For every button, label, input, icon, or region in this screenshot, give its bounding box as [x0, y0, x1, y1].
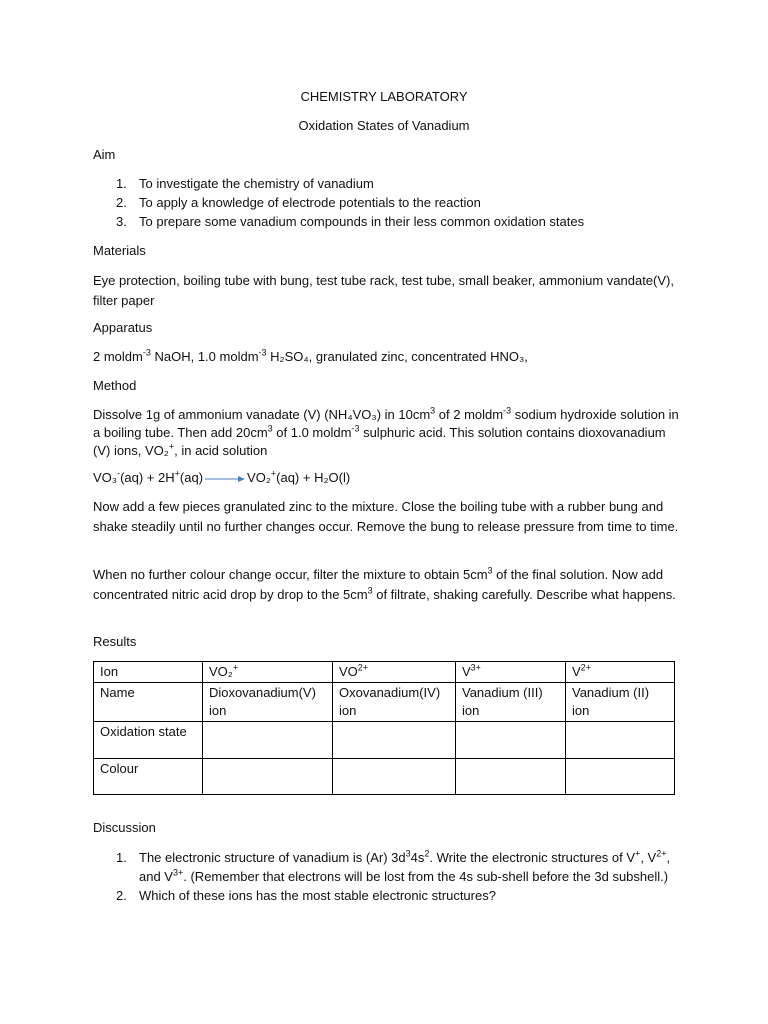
method-paragraph-3: When no further colour change occur, filter the mixture to obtain $5cm^3$ of the final solution. Now add concentrated nitric acid drop by drop to the $5cm^3$ of filtrate, shaking carefully. Describe what happens.	[93, 565, 676, 602]
table-cell: VO₂+	[203, 662, 333, 683]
list-item: 1. To investigate the chemistry of vanadium	[116, 176, 374, 191]
table-cell: Vanadium (II) ion	[566, 683, 675, 722]
table-cell: Oxovanadium(IV) ion	[333, 683, 456, 722]
table-cell	[203, 759, 333, 795]
table-cell: $V^{2+}$	[566, 662, 675, 683]
table-cell: Dioxovanadium(V) ion	[203, 683, 333, 722]
list-item: 1. The electronic structure of vanadium is (Ar) $3d^34s^2$. Write the electronic structures of V+, $V^{2+}$, and $V^{3+}$. (Remember that electrons will be lost from the 4s sub-shell before the 3d subshell.)	[116, 848, 671, 884]
table-row	[94, 722, 675, 759]
materials-text: Eye protection, boiling tube with bung, test tube rack, test tube, small beaker, ammonium vandate(V), filter paper	[93, 273, 674, 308]
table-cell: Ion	[94, 662, 203, 683]
discussion-heading: Discussion	[93, 820, 156, 835]
aim-heading: Aim	[93, 147, 116, 162]
method-paragraph-1: Dissolve 1g of ammonium vanadate (V) (NH₄VO₃) in $10cm^3$ of 2 moldm$^{-3}$ sodium hydroxide solution in a boiling tube. Then add $20cm^3$ of 1.0 moldm$^{-3}$ sulphuric acid. This solution contains dioxovanadium (V) ions, VO₂+, in acid solution	[93, 405, 679, 458]
method-heading: Method	[93, 378, 137, 393]
table-cell: Name	[94, 683, 203, 722]
table-cell: Vanadium (III) ion	[456, 683, 566, 722]
reaction-arrow-icon	[205, 475, 245, 483]
list-item: 2. To apply a knowledge of electrode potentials to the reaction	[116, 195, 481, 210]
table-row	[94, 683, 675, 722]
table-row	[94, 759, 675, 795]
table-cell: $V^{3+}$	[456, 662, 566, 683]
list-item: 2. Which of these ions has the most stable electronic structures?	[116, 888, 496, 903]
table-cell	[333, 722, 456, 759]
apparatus-heading: Apparatus	[93, 320, 153, 335]
list-item: 3. To prepare some vanadium compounds in their less common oxidation states	[116, 214, 585, 229]
materials-heading: Materials	[93, 243, 146, 258]
table-cell: Colour	[94, 759, 203, 795]
table-row	[94, 662, 675, 683]
aim-list	[93, 174, 683, 231]
table-cell	[456, 722, 566, 759]
page-subtitle: Oxidation States of Vanadium	[298, 118, 470, 133]
table-cell	[203, 722, 333, 759]
table-cell: Oxidation state	[94, 722, 203, 759]
results-heading: Results	[93, 634, 137, 649]
page-title: CHEMISTRY LABORATORY	[300, 89, 468, 104]
method-paragraph-2: Now add a few pieces granulated zinc to the mixture. Close the boiling tube with a rubber bung and shake steadily until no further changes occur. Remove the bung to release pressure from time to time.	[93, 499, 679, 534]
results-table	[93, 661, 675, 795]
apparatus-text: 2 moldm$^{-3}$ NaOH, 1.0 moldm$^{-3}$ H₂SO₄, granulated zinc, concentrated HNO₃,	[93, 347, 528, 364]
table-cell	[456, 759, 566, 795]
discussion-list	[93, 848, 683, 905]
table-cell	[566, 722, 675, 759]
table-cell: $VO^{2+}$	[333, 662, 456, 683]
chemical-equation: VO₃-(aq) + 2H+(aq) VO₂+(aq) + H₂O(l)	[93, 468, 351, 485]
table-cell	[333, 759, 456, 795]
table-cell	[566, 759, 675, 795]
